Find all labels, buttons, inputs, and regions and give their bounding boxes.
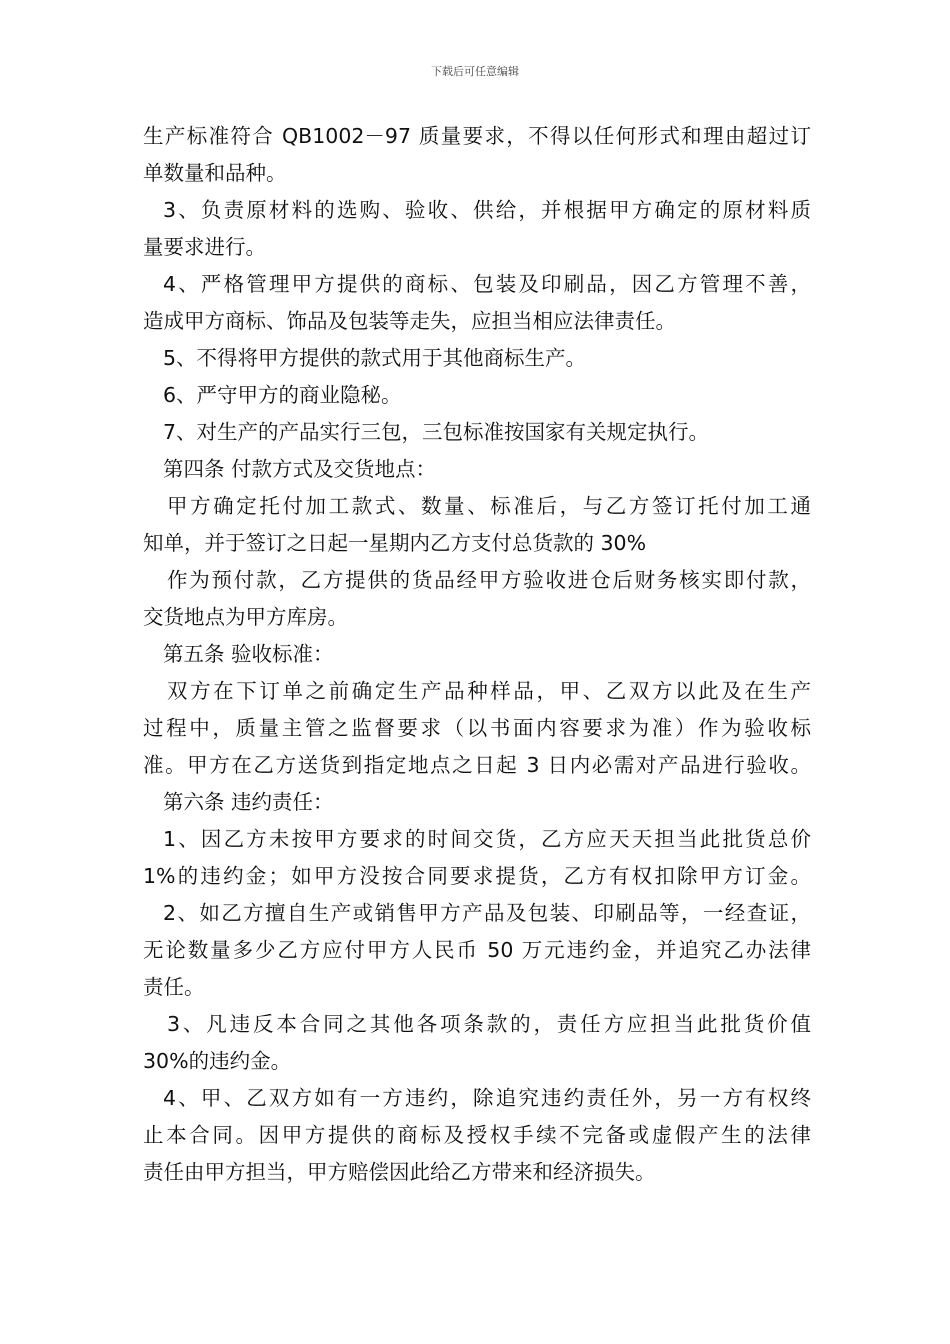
text-line: 3、负责原材料的选购、验收、供给，并根据甲方确定的原材料质 xyxy=(163,198,811,222)
text-line: 7、对生产的产品实行三包，三包标准按国家有关规定执行。 xyxy=(163,420,710,444)
text-line: 量要求进行。 xyxy=(143,235,266,259)
contract-body xyxy=(143,118,811,1191)
text-line: 第四条 付款方式及交货地点： xyxy=(163,457,437,481)
text-line: 交货地点为甲方库房。 xyxy=(143,605,348,629)
text-line: 30%的违约金。 xyxy=(143,1049,292,1073)
text-line: 5、不得将甲方提供的款式用于其他商标生产。 xyxy=(163,346,587,370)
text-line: 双方在下订单之前确定生产品种样品，甲、乙双方以此及在生产 xyxy=(167,679,811,703)
text-line: 2、如乙方擅自生产或销售甲方产品及包装、印刷品等，一经查证， xyxy=(163,901,811,925)
text-line: 1、因乙方未按甲方要求的时间交货，乙方应天天担当此批货总价 xyxy=(163,827,811,851)
text-line: 1%的违约金；如甲方没按合同要求提货，乙方有权扣除甲方订金。 xyxy=(143,864,811,888)
text-line: 准。甲方在乙方送货到指定地点之日起 3 日内必需对产品进行验收。 xyxy=(143,753,811,777)
text-line: 第五条 验收标准： xyxy=(163,642,334,666)
text-line: 无论数量多少乙方应付甲方人民币 50 万元违约金，并追究乙办法律 xyxy=(143,938,811,962)
text-line: 知单，并于签订之日起一星期内乙方支付总货款的 30% xyxy=(143,531,647,555)
text-line: 第六条 违约责任： xyxy=(163,790,334,814)
text-line: 4、甲、乙双方如有一方违约，除追究违约责任外，另一方有权终 xyxy=(163,1086,811,1110)
text-line: 作为预付款，乙方提供的货品经甲方验收进仓后财务核实即付款， xyxy=(167,568,811,592)
text-line: 单数量和品种。 xyxy=(143,161,287,185)
text-line: 3、凡违反本合同之其他各项条款的，责任方应担当此批货价值 xyxy=(167,1012,811,1036)
text-line: 责任。 xyxy=(143,975,205,999)
text-line: 4、严格管理甲方提供的商标、包装及印刷品，因乙方管理不善， xyxy=(163,272,811,296)
text-line: 止本合同。因甲方提供的商标及授权手续不完备或虚假产生的法律 xyxy=(143,1123,811,1147)
page-header-note: 下载后可任意编辑 xyxy=(431,65,519,78)
text-line: 过程中，质量主管之监督要求（以书面内容要求为准）作为验收标 xyxy=(143,716,811,740)
text-line: 生产标准符合 QB1002－97 质量要求，不得以任何形式和理由超过订 xyxy=(143,124,811,148)
text-line: 责任由甲方担当，甲方赔偿因此给乙方带来和经济损失。 xyxy=(143,1160,656,1184)
text-line: 6、严守甲方的商业隐秘。 xyxy=(163,383,402,407)
text-line: 甲方确定托付加工款式、数量、标准后，与乙方签订托付加工通 xyxy=(167,494,811,518)
text-line: 造成甲方商标、饰品及包装等走失，应担当相应法律责任。 xyxy=(143,309,676,333)
